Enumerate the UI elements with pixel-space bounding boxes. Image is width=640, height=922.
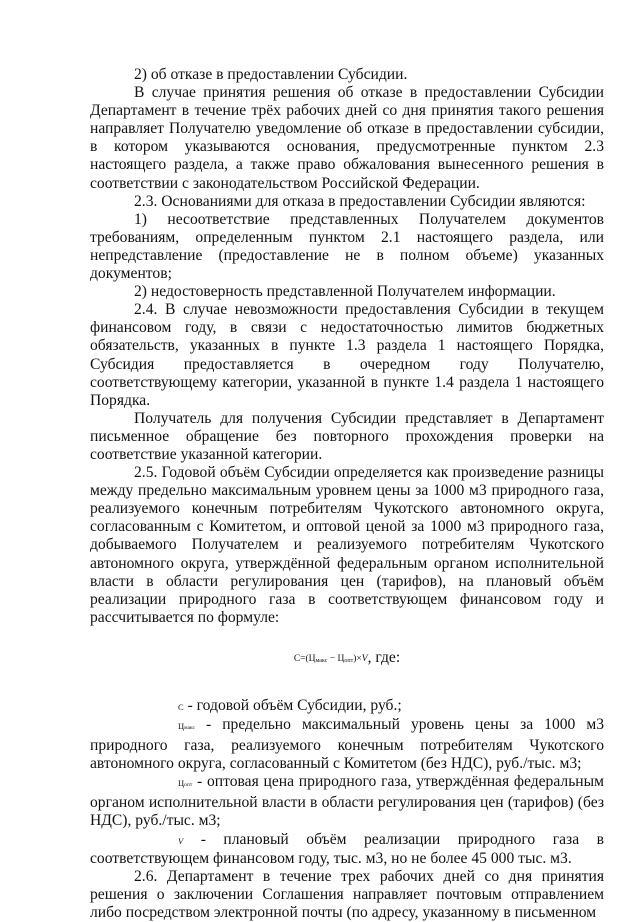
formula-tail: , где: — [367, 648, 401, 666]
formula-sub-opt: опт — [344, 657, 354, 664]
paragraph-2-5: 2.5. Годовой объём Субсидии определяется как произведение разницы между предельно максимальным уровнем цены за 1000 м3 природного газа, реализуемого конечным потребителям Чукотского автономного округа, согласованным с Комитетом, и оптовой ценой за 1000 м3 природного газа, добываемого Получателем и реализуемого потребителям Чукотского автономного округа, утверждённой федеральным органом исполнительной власти в области регулирования цен (тарифов), на плановый объём реализации природного газа в соответствующем финансовом году и рассчитывается по формуле: — [90, 464, 604, 626]
definition-c-symbol: C — [178, 701, 184, 712]
subsidy-formula — [90, 649, 604, 671]
definition-v — [90, 831, 604, 868]
formula-c: C — [293, 653, 301, 664]
document-page — [90, 66, 604, 922]
paragraph-2-6: 2.6. Департамент в течение трех рабочих дней со дня принятия решения о заключении Соглашения направляет почтовым отправлением либо посредством электронной почты (по адресу, указанному в письменном — [90, 867, 604, 921]
definition-c — [90, 697, 604, 716]
paragraph-ground-2: 2) недостоверность представленной Получателем информации. — [134, 283, 556, 301]
formula-open: =(Ц — [300, 653, 316, 664]
paragraph-recipient-request: Получатель для получения Субсидии представляет в Департамент письменное обращение без повторного прохождения проверки на соответствие указанной категории. — [90, 409, 604, 463]
definition-copt-text: - оптовая цена природного газа, утверждённая федеральным органом исполнительной власти в области регулирования цен (тарифов) (без НДС), руб./тыс. м3; — [90, 773, 604, 830]
formula-minus: − Ц — [327, 653, 345, 664]
formula-sub-max: макс — [315, 657, 328, 664]
definition-copt-letter: Ц — [178, 778, 185, 789]
definition-copt-symbol — [134, 774, 192, 794]
paragraph-ground-1: 1) несоответствие представленных Получателем документов требованиям, определенным пунктом 2.1 настоящего раздела, или непредставление (предоставление не в полном объеме) указанных документов; — [90, 210, 604, 283]
definition-cmax-sub: макс — [184, 725, 196, 731]
definition-cmax-letter: Ц — [178, 721, 185, 731]
definition-cmax-symbol — [134, 717, 195, 737]
definition-v-text: - плановый объём реализации природного газа в соответствующем финансовом году, тыс. м3, но не более 45 000 тыс. м3. — [90, 830, 604, 867]
definition-copt-sub: опт — [184, 782, 193, 789]
definition-cmax-text: - предельно максимальный уровень цены за 1000 м3 природного газа, реализуемого конечным потребителям Чукотского автономного округа, согласованный с Комитетом (без НДС), руб./тыс. м3; — [90, 716, 604, 773]
paragraph-refusal-item: 2) об отказе в предоставлении Субсидии. — [134, 66, 408, 83]
formula-v: V — [361, 653, 368, 664]
formula-close: )× — [353, 653, 362, 664]
paragraph-2-4: 2.4. В случае невозможности предоставления Субсидии в текущем финансовом году, в связи с недостаточностью лимитов бюджетных обязательств, указанных в пункте 1.3 раздела 1 настоящего Порядка, Субсидия предоставляется в очередном году Получателю, соответствующему категории, указанной в пункте 1.4 раздела 1 настоящего Порядка. — [90, 301, 604, 409]
definition-cmax — [90, 716, 604, 773]
definition-v-symbol: V — [178, 835, 184, 846]
paragraph-refusal-notice: В случае принятия решения об отказе в предоставлении Субсидии Департамент в течение трёх рабочих дней со дня принятия такого решения направляет Получателю уведомление об отказе в предоставлении субсидии, в котором указываются основания, предусмотренные пунктом 2.3 настоящего раздела, а также право обжалования вынесенного решения в соответствии с законодательством Российской Федерации. — [90, 84, 604, 192]
definition-c-text: - годовой объём Субсидии, руб.; — [183, 696, 402, 714]
definition-copt — [90, 773, 604, 830]
paragraph-2-3: 2.3. Основаниями для отказа в предоставлении Субсидии являются: — [134, 192, 586, 210]
